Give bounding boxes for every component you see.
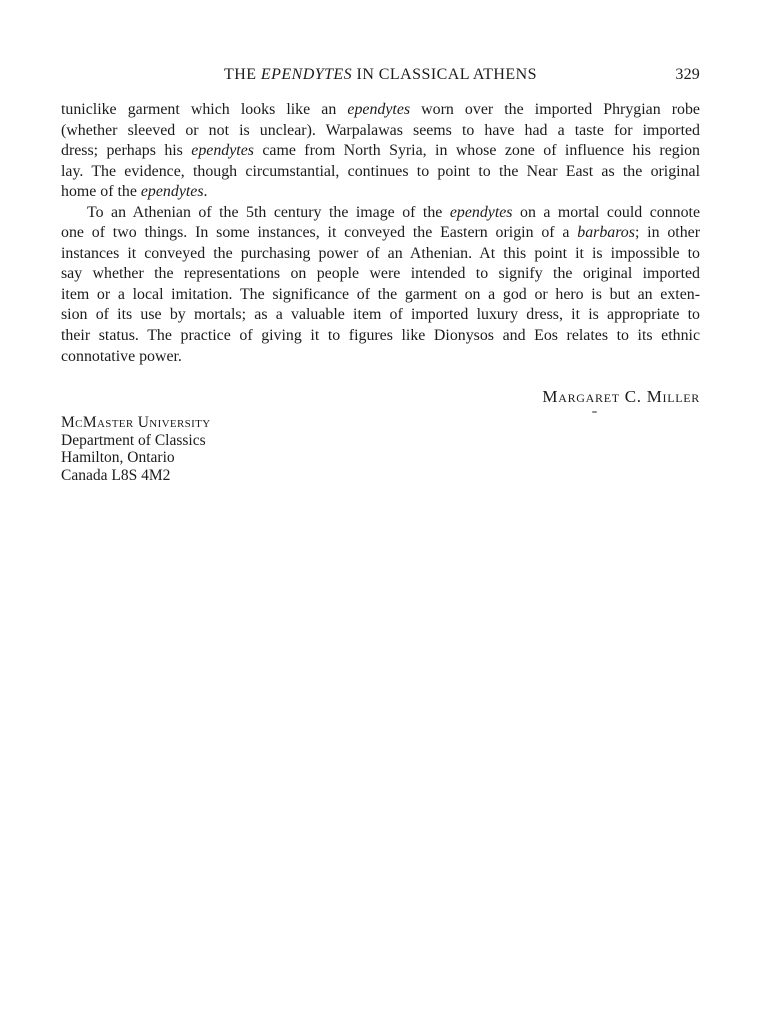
- article-body: [61, 100, 700, 367]
- text-line: [61, 100, 700, 121]
- text-line: [61, 223, 700, 244]
- text-run: say whether the representations on people were intended to signify the original imported: [61, 265, 700, 283]
- text-line: [61, 347, 700, 368]
- affiliation-block: [61, 414, 211, 484]
- text-run: home of the: [61, 183, 141, 201]
- text-line: [61, 141, 700, 162]
- text-run: connotative power.: [61, 347, 182, 365]
- text-run: .: [203, 183, 208, 201]
- italic-term: ependytes: [140, 183, 204, 201]
- text-run: came from North Syria, in whose zone of influence his region: [253, 142, 701, 160]
- text-line: [61, 121, 700, 142]
- text-run: lay. The evidence, though circumstantial, continues to point to the Near East as the original: [61, 162, 700, 180]
- text-line: [61, 182, 700, 203]
- header-title-italic-term: EPENDYTES: [260, 66, 353, 83]
- affiliation-department: Department of Classics: [61, 431, 206, 449]
- italic-term: ependytes: [449, 203, 513, 221]
- text-line: [61, 305, 700, 326]
- running-header: [61, 66, 700, 83]
- header-title-text: IN CLASSICAL ATHENS: [352, 66, 537, 83]
- text-run: ; in other: [634, 224, 701, 242]
- running-header-title: [61, 66, 700, 83]
- text-line: [61, 326, 700, 347]
- text-line: [61, 162, 700, 183]
- text-run: worn over the imported Phrygian robe: [410, 101, 700, 118]
- scan-artifact-mark: [592, 411, 597, 413]
- text-run: sion of its use by mortals; as a valuable item of imported luxury dress, it is appropriate to: [61, 306, 700, 324]
- text-line: [61, 264, 700, 285]
- italic-term: ependytes: [347, 101, 411, 118]
- text-run: dress; perhaps his: [61, 142, 192, 160]
- italic-term: ependytes: [191, 142, 254, 160]
- author-signature: Margaret C. Miller: [542, 387, 700, 406]
- text-run: item or a local imitation. The significance of the garment on a god or hero is but an exten-: [61, 285, 700, 303]
- affiliation-city: Hamilton, Ontario: [61, 449, 175, 467]
- affiliation-postal-code: Canada L8S 4M2: [61, 466, 171, 484]
- italic-term: barbaros: [577, 224, 635, 242]
- text-line: [61, 244, 700, 265]
- text-run: (whether sleeved or not is unclear). Warpalawas seems to have had a taste for imported: [61, 121, 700, 139]
- text-run: instances it conveyed the purchasing power of an Athenian. At this point it is impossible to: [61, 244, 700, 262]
- text-run: tuniclike garment which looks like an: [61, 101, 348, 118]
- text-run: one of two things. In some instances, it conveyed the Eastern origin of a: [61, 224, 578, 242]
- page-number: 329: [675, 66, 700, 83]
- text-run: their status. The practice of giving it to figures like Dionysos and Eos relates to its ethnic: [61, 327, 700, 345]
- text-line: [61, 203, 700, 224]
- affiliation-university: McMaster University: [61, 414, 211, 431]
- header-title-text: THE: [224, 66, 261, 83]
- text-run: To an Athenian of the 5th century the image of the: [87, 203, 450, 221]
- text-run: on a mortal could connote: [512, 203, 700, 221]
- text-line: [61, 285, 700, 306]
